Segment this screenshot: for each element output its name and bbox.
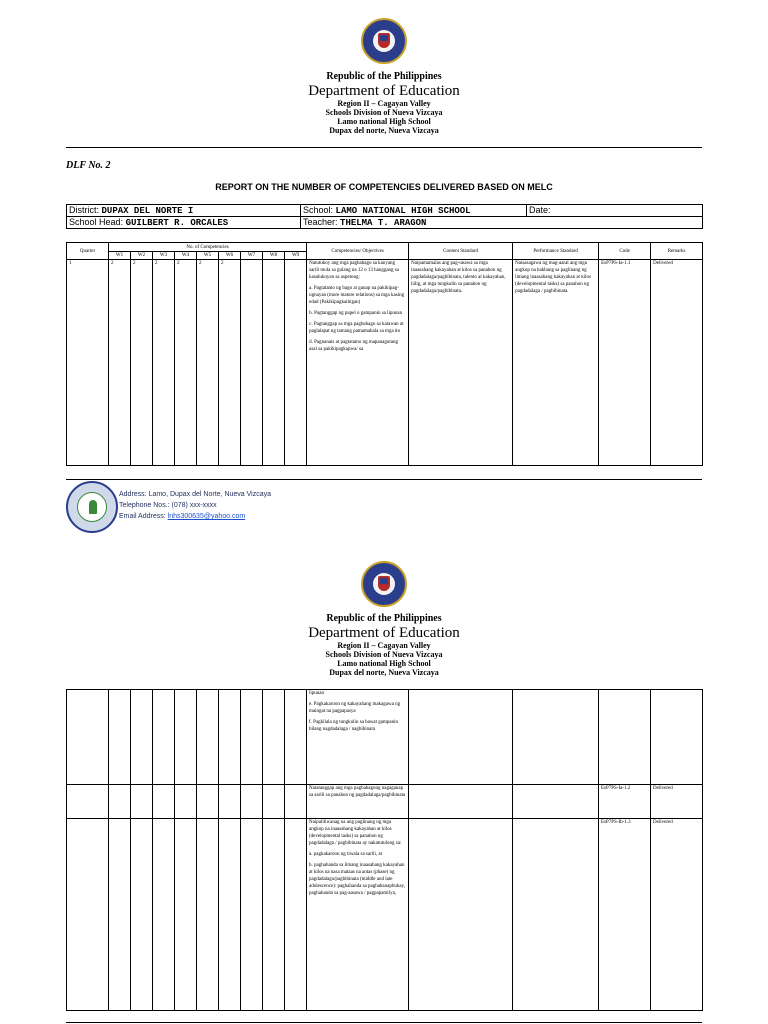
code-cell: EsP7PS-Ia-1.2 — [599, 785, 651, 819]
footer-divider — [66, 479, 702, 480]
quarter-cell: 1 — [67, 260, 109, 466]
school-name-text: Lamo national High School — [337, 659, 431, 668]
objective-text: c. Pagtanggap sa mga pagbabago sa katawan at paglalapat ng tamang pamamahala sa mga ito — [309, 322, 404, 334]
remarks-cell — [651, 690, 703, 785]
week-header: W6 — [219, 252, 241, 260]
footer-contact — [119, 489, 271, 522]
week-count-cell: 2 — [197, 260, 219, 466]
competencies-header: No. of Competencies — [109, 243, 307, 252]
school-head-cell: School Head: GUILBERT R. ORCALES — [67, 217, 301, 229]
district-cell: District: DUPAX DEL NORTE I — [67, 205, 301, 217]
email-link[interactable]: lnhs300635@yahoo.com — [167, 513, 246, 520]
objective-text: f. Pagkilala ng tungkulin sa bawat gampanin bilang nagdadalaga / nagbibinata — [309, 720, 399, 732]
objective-text: Natatanggap ang mga pagbabagong nagaganap sa sarili sa panahon ng pagdadalaga/pagbibinata — [309, 786, 406, 798]
objective-text: a. pagkakaroon ng tiwala sa sarili, at — [309, 852, 383, 857]
teacher-cell: Teacher: THELMA T. ARAGON — [301, 217, 703, 229]
week-count-cell: 2 — [175, 260, 197, 466]
code-cell: EsP7PS-Ia-1.1 — [599, 260, 651, 466]
report-title: REPORT ON THE NUMBER OF COMPETENCIES DELIVERED BASED ON MELC — [215, 182, 553, 192]
department-title: Department of Education — [308, 83, 460, 99]
school-address-text: Dupax del norte, Nueva Vizcaya — [329, 668, 439, 677]
school-head-value: GUILBERT R. ORCALES — [125, 218, 229, 228]
page1-letterhead — [0, 72, 768, 135]
performance-standard-cell: Naisasagawa ng mag-aaral ang mga angkop na hakbang sa paglinang ng limang inaasahang kakayahan at kilos (developmental tasks) sa panahon ng pagdadalaga / pagbibinata. — [513, 260, 599, 466]
week-count-cell — [263, 260, 285, 466]
week-count-cell: 2 — [131, 260, 153, 466]
school-value: LAMO NATIONAL HIGH SCHOOL — [335, 206, 471, 216]
objective-text: a. Pagtatamo ng bago at ganap na pakikipag-ugnayan (more mature relations) sa mga kasing edad (Pakikipagkaibigan) — [309, 286, 405, 305]
region-text: Region II – Cagayan Valley — [337, 641, 431, 650]
footer-telephone: Telephone Nos.: (078) xxx-xxxx — [119, 502, 217, 509]
week-header: W8 — [263, 252, 285, 260]
header-divider — [66, 147, 702, 148]
objective-text: d. Pagnanais at pagtatamo ng mapanagutang asal sa pakikipagkapwa/ sa — [309, 340, 398, 352]
objective-text: b. paghahanda sa limang inaasahang kakayahan at kilos na nasa mataas na antas (phase) ng pagdadalaga/pagbibinata (middle and late adolescence): paghahanda sa paghahanapbuhay, paghahanda sa pag-aasawa / pagpapamilya, — [309, 863, 406, 896]
objective-text: Natutukoy ang mga pagbabago sa kanyang sarili mula sa gulang na 12 o 13 hanggang sa kasalukuyan sa aspetong: — [309, 261, 399, 280]
school-cell: School: LAMO NATIONAL HIGH SCHOOL — [301, 205, 527, 217]
dlf-number: DLF No. 2 — [66, 160, 111, 171]
objective-text: b. Pagtanggap ng papel o gampanin sa lipunan — [309, 311, 403, 316]
deped-seal-logo — [361, 561, 407, 607]
code-cell — [599, 690, 651, 785]
table-row — [67, 690, 703, 785]
objectives-header: Competencies/ Objectives — [307, 243, 409, 260]
week-header: W9 — [285, 252, 307, 260]
school-logo — [66, 481, 118, 533]
week-header: W2 — [131, 252, 153, 260]
code-header: Code — [599, 243, 651, 260]
week-count-cell — [285, 260, 307, 466]
performance-standard-header: Performance Standard — [513, 243, 599, 260]
division-text: Schools Division of Nueva Vizcaya — [325, 650, 443, 659]
table-row — [67, 260, 703, 466]
objective-text: e. Pagkakaroon ng kakayahang makagawa ng maingat na pagpapasya — [309, 702, 401, 714]
page2-letterhead — [0, 614, 768, 677]
competency-table-continued — [66, 689, 703, 1011]
week-header: W7 — [241, 252, 263, 260]
week-count-cell: 2 — [219, 260, 241, 466]
report-info-table — [66, 204, 703, 229]
week-header: W3 — [153, 252, 175, 260]
quarter-header: Quarter — [67, 243, 109, 260]
objectives-cell — [307, 785, 409, 819]
objectives-cell — [307, 260, 409, 466]
code-cell: EsP7PS-Ib-1.3 — [599, 819, 651, 1011]
remarks-header: Remarks — [651, 243, 703, 260]
competency-table — [66, 242, 703, 466]
week-count-cell — [241, 260, 263, 466]
date-cell: Date: — [527, 205, 703, 217]
school-address-text: Dupax del norte, Nueva Vizcaya — [329, 126, 439, 135]
table-row — [67, 819, 703, 1011]
content-standard-header: Content Standard — [409, 243, 513, 260]
objectives-cell — [307, 819, 409, 1011]
district-value: DUPAX DEL NORTE I — [101, 206, 194, 216]
week-count-cell: 2 — [109, 260, 131, 466]
content-standard-cell: Naipamamalas ang pag-unawa sa mga inaasahang kakayahan at kilos sa panahon ng pagdadalaga/pagbibinata, talento at kakayahan, hilig, at mga tungkulin sa panahon ng pagdadalaga/pagbibinata. — [409, 260, 513, 466]
table-row — [67, 785, 703, 819]
remarks-cell: Delivered — [651, 819, 703, 1011]
region-text: Region II – Cagayan Valley — [337, 99, 431, 108]
division-text: Schools Division of Nueva Vizcaya — [325, 108, 443, 117]
remarks-cell: Delivered — [651, 785, 703, 819]
department-title: Department of Education — [308, 625, 460, 641]
week-header: W4 — [175, 252, 197, 260]
objective-text: Naipaliliwanag na ang paglinang ng mga angkop na inaasahang kakayahan at kilos (developmental tasks) sa panahon ng pagdadalaga / pagbibinata ay nakatutulong sa: — [309, 820, 402, 846]
week-count-cell: 2 — [153, 260, 175, 466]
deped-seal-logo — [361, 18, 407, 64]
teacher-value: THELMA T. ARAGON — [340, 218, 427, 228]
objective-text: lipunan — [309, 691, 324, 696]
school-name-text: Lamo national High School — [337, 117, 431, 126]
objectives-cell — [307, 690, 409, 785]
republic-text: Republic of the Philippines — [326, 71, 442, 82]
republic-text: Republic of the Philippines — [326, 613, 442, 624]
footer-address: Address: Lamo, Dupax del Norte, Nueva Vizcaya — [119, 491, 272, 498]
week-header: W5 — [197, 252, 219, 260]
footer-email-line: Email Address: lnhs300635@yahoo.com — [119, 513, 246, 520]
page2-bottom-divider — [66, 1022, 702, 1023]
week-header: W1 — [109, 252, 131, 260]
remarks-cell: Delivered — [651, 260, 703, 466]
